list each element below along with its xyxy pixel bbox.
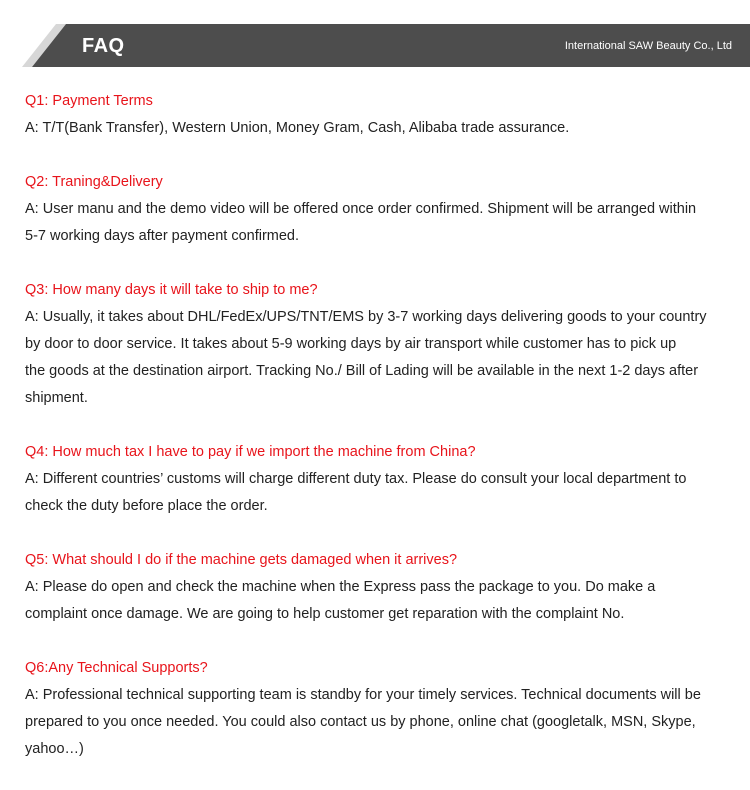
- faq-item-5: [25, 547, 740, 628]
- faq-item-6: [25, 655, 740, 763]
- faq-question: Q6:Any Technical Supports?: [25, 660, 208, 676]
- faq-answer: A: Professional technical supporting team is standby for your timely services. Technical documents will be prepared to you once needed. You could also contact us by phone, online chat (googletalk, MSN, Skype, yahoo…): [25, 687, 701, 757]
- faq-answer: A: User manu and the demo video will be offered once order confirmed. Shipment will be arranged within 5-7 working days after payment confirmed.: [25, 201, 697, 244]
- page-title: FAQ: [82, 35, 125, 57]
- faq-question: Q5: What should I do if the machine gets damaged when it arrives?: [25, 552, 458, 568]
- faq-question: Q4: How much tax I have to pay if we import the machine from China?: [25, 444, 476, 460]
- faq-answer: A: Please do open and check the machine when the Express pass the package to you. Do make a complaint once damage. We are going to help customer get reparation with the complaint No.: [25, 579, 656, 622]
- faq-item-3: [25, 277, 740, 412]
- faq-question: Q3: How many days it will take to ship to me?: [25, 282, 318, 298]
- faq-list: [25, 88, 740, 790]
- faq-question: Q2: Traning&Delivery: [25, 174, 163, 190]
- faq-item-4: [25, 439, 740, 520]
- faq-item-2: [25, 169, 740, 250]
- faq-answer: A: Usually, it takes about DHL/FedEx/UPS/TNT/EMS by 3-7 working days delivering goods to your country by door to door service. It takes about 5-9 working days by air transport while customer has to pick up the goods at the destination airport. Tracking No./ Bill of Lading will be available in the next 1-2 days after shipment.: [25, 309, 707, 406]
- faq-question: Q1: Payment Terms: [25, 93, 153, 109]
- faq-answer: A: T/T(Bank Transfer), Western Union, Money Gram, Cash, Alibaba trade assurance.: [25, 120, 570, 136]
- faq-answer: A: Different countries’ customs will charge different duty tax. Please do consult your local department to check the duty before place the order.: [25, 471, 687, 514]
- faq-item-1: [25, 88, 740, 142]
- faq-header-banner: [0, 24, 750, 67]
- company-name: International SAW Beauty Co., Ltd: [564, 40, 732, 52]
